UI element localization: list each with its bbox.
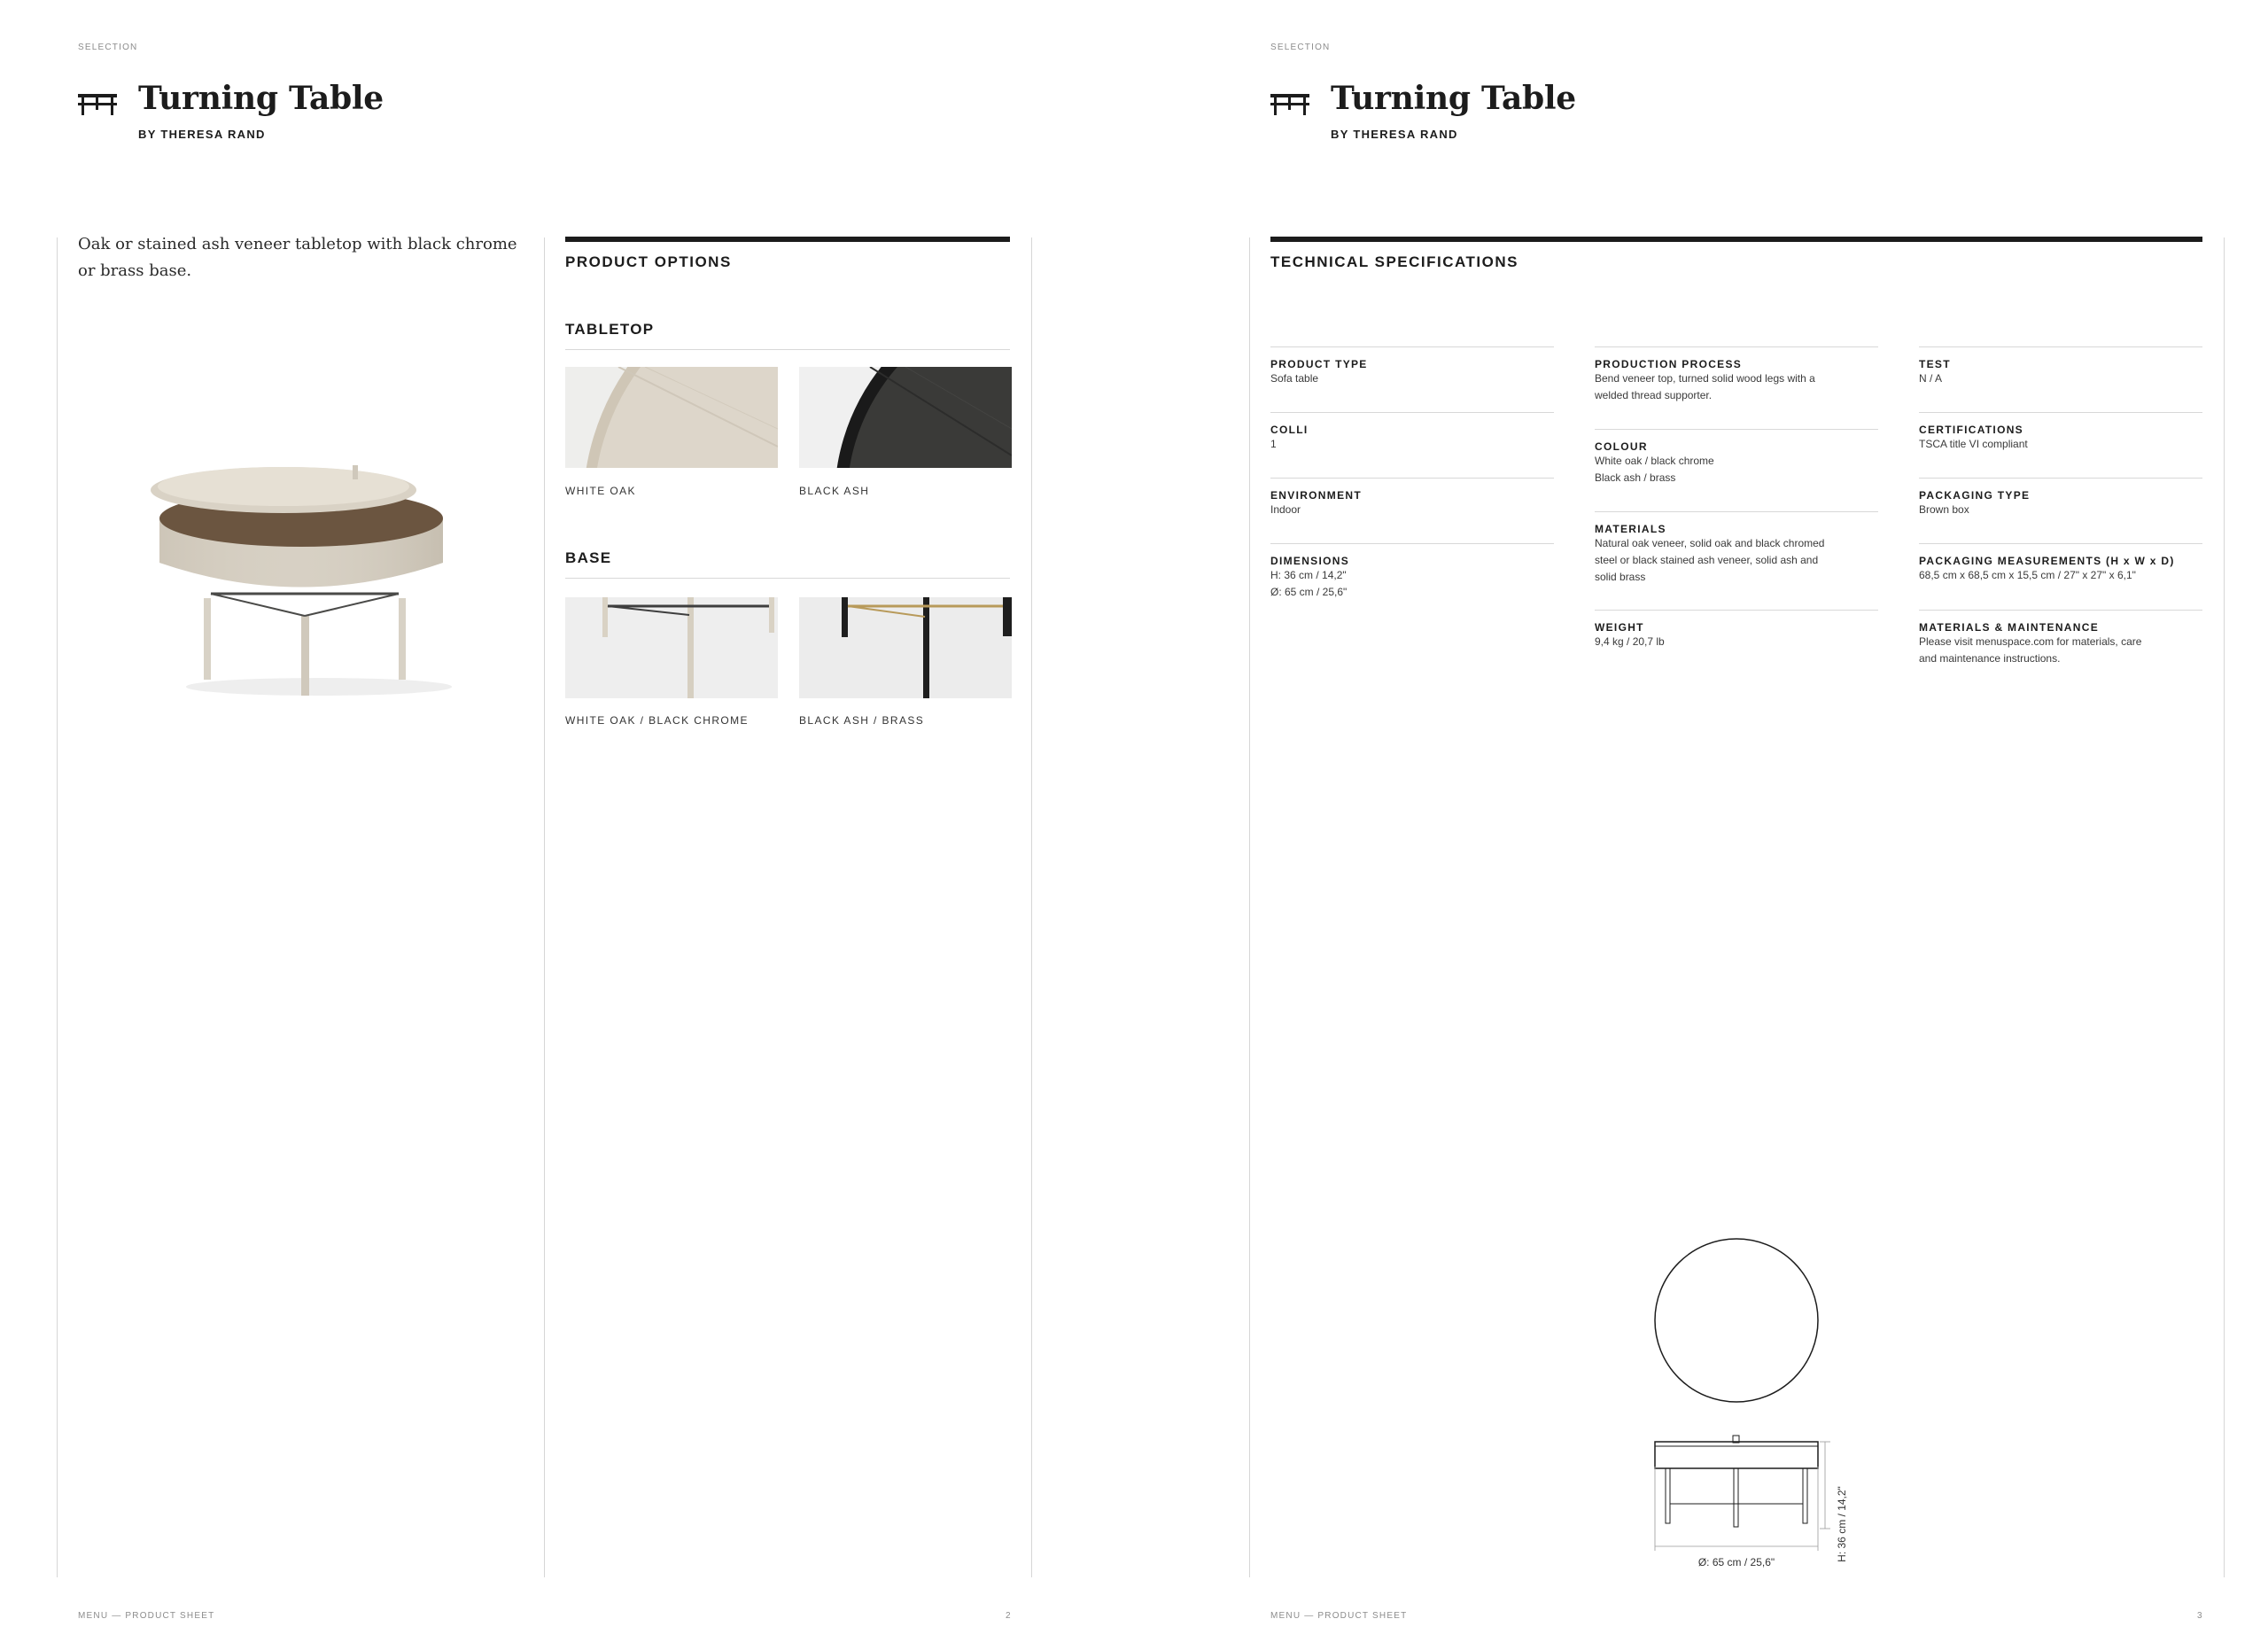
spec-environment: ENVIRONMENT Indoor — [1270, 478, 1554, 518]
product-description: Oak or stained ash veneer tabletop with black chrome or brass base. — [78, 235, 517, 280]
product-options-heading: PRODUCT OPTIONS — [565, 253, 732, 270]
swatch-black-ash-brass[interactable] — [799, 597, 1012, 698]
spec-product-type: PRODUCT TYPE Sofa table — [1270, 346, 1554, 387]
spec-colli: COLLI 1 — [1270, 412, 1554, 453]
base-heading: BASE — [565, 549, 612, 566]
section-label: SELECTION — [78, 43, 138, 52]
technical-drawing — [1648, 1236, 1860, 1577]
swatch-white-oak[interactable] — [565, 367, 778, 468]
spec-packaging-measurements: PACKAGING MEASUREMENTS (H x W x D) 68,5 cm x 68,5 cm x 15,5 cm / 27" x 27" x 6,1" — [1919, 543, 2202, 584]
footer-label: MENU — PRODUCT SHEET — [1270, 1611, 1408, 1621]
designer-byline: BY THERESA RAND — [138, 128, 266, 141]
section-rule — [1270, 237, 2202, 242]
column-divider — [1031, 237, 1032, 1577]
table-logo-icon — [1270, 92, 1309, 115]
spec-test: TEST N / A — [1919, 346, 2202, 387]
section-rule — [565, 237, 1010, 242]
column-divider — [544, 237, 545, 1577]
spec-weight: WEIGHT 9,4 kg / 20,7 lb — [1595, 610, 1878, 650]
spec-materials-maintenance: MATERIALS & MAINTENANCE Please visit menuspace.com for materials, care and maintenance instructions. — [1919, 610, 2202, 667]
swatch-label: BLACK ASH — [799, 485, 870, 497]
swatch-label: WHITE OAK — [565, 485, 636, 497]
page-number: 2 — [1006, 1611, 1012, 1621]
table-logo-icon — [78, 92, 117, 115]
divider — [565, 349, 1010, 350]
page-title: Turning Table — [1331, 80, 1576, 117]
height-dimension-label: H: 36 cm / 14,2" — [1836, 1486, 1848, 1562]
diameter-dimension-label: Ø: 65 cm / 25,6" — [1697, 1556, 1775, 1568]
swatch-label: WHITE OAK / BLACK CHROME — [565, 714, 749, 727]
spec-dimensions: DIMENSIONS H: 36 cm / 14,2" Ø: 65 cm / 25,6" — [1270, 543, 1554, 601]
spec-packaging-type: PACKAGING TYPE Brown box — [1919, 478, 2202, 518]
footer-label: MENU — PRODUCT SHEET — [78, 1611, 215, 1621]
column-divider — [57, 237, 58, 1577]
page-title: Turning Table — [138, 80, 384, 117]
tech-specs-heading: TECHNICAL SPECIFICATIONS — [1270, 253, 1518, 270]
swatch-white-oak-black-chrome[interactable] — [565, 597, 778, 698]
spec-certifications: CERTIFICATIONS TSCA title VI compliant — [1919, 412, 2202, 453]
divider — [565, 578, 1010, 579]
column-divider — [1249, 237, 1250, 1577]
swatch-label: BLACK ASH / BRASS — [799, 714, 925, 727]
designer-byline: BY THERESA RAND — [1331, 128, 1458, 141]
spec-production-process: PRODUCTION PROCESS Bend veneer top, turned solid wood legs with a welded thread supporter. — [1595, 346, 1878, 404]
tabletop-heading: TABLETOP — [565, 321, 655, 338]
section-label: SELECTION — [1270, 43, 1331, 52]
column-divider — [2224, 237, 2225, 1577]
page-number: 3 — [2197, 1611, 2203, 1621]
spec-materials: MATERIALS Natural oak veneer, solid oak and black chromed steel or black stained ash veneer, solid ash and solid brass — [1595, 511, 1878, 586]
product-photo — [142, 465, 461, 704]
swatch-black-ash[interactable] — [799, 367, 1012, 468]
spec-colour: COLOUR White oak / black chrome Black ash / brass — [1595, 429, 1878, 486]
